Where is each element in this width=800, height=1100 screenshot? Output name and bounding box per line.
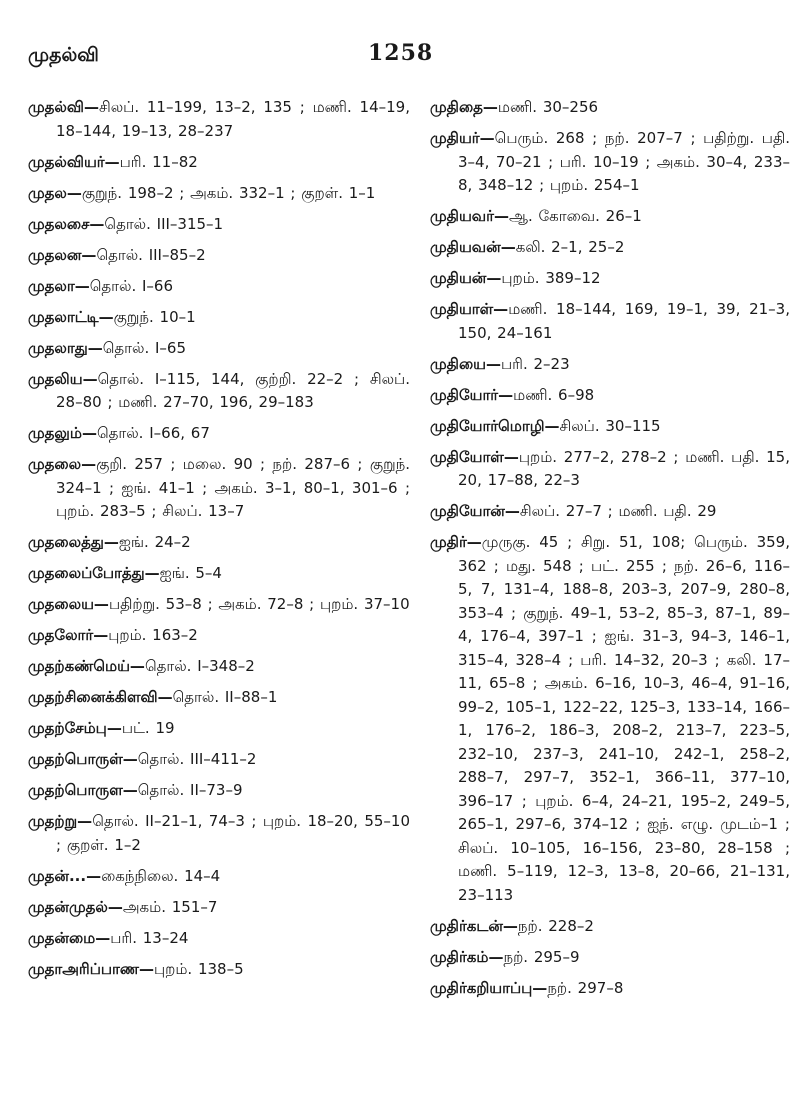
index-entry — [430, 298, 790, 345]
entry-headword: முதலைப்போத்து— — [28, 564, 160, 582]
index-entry — [28, 624, 410, 648]
entry-headword: முதியோர்— — [430, 385, 514, 404]
entry-headword: முதியர்— — [430, 129, 495, 147]
index-entry — [28, 686, 410, 710]
entry-references: பெரும். 268 ; நற். 207–7 ; பதிற்று. பதி. 3–4, 70–21 ; பரி. 10–19 ; அகம். 30–4, 233–8, 348–12 ; புறம். 254–1 — [458, 129, 790, 194]
entry-headword: முதற்கண்மெய்— — [28, 657, 145, 675]
entry-references: மணி. 30–256 — [497, 98, 599, 116]
entry-references: தொல். II–21–1, 74–3 ; புறம். 18–20, 55–10 ; குறள். 1–2 — [56, 812, 410, 854]
entry-headword: முதியவர்— — [430, 207, 509, 225]
entry-headword: முதிர்கடன்— — [430, 916, 518, 935]
entry-headword: முதலாட்டி— — [28, 307, 114, 326]
index-entry — [28, 182, 410, 206]
page-number: 1258 — [368, 40, 434, 66]
entry-references: புறம். 389–12 — [501, 269, 601, 287]
entry-references: புறம். 277–2, 278–2 ; மணி. பதி. 15, 20, 17–88, 22–3 — [458, 447, 790, 489]
entry-references: தொல். I–115, 144, குற்றி. 22–2 ; சிலப். 28–80 ; மணி. 27–70, 196, 29–183 — [56, 369, 410, 411]
entry-headword: முதாஅரிப்பாண— — [28, 959, 154, 978]
entry-headword: முதலை— — [28, 455, 97, 473]
entry-references: புறம். 138–5 — [153, 959, 244, 978]
index-entry — [28, 368, 410, 415]
entry-headword: முதலைத்து— — [28, 533, 119, 551]
entry-headword: முதியன்— — [430, 269, 502, 287]
index-entry — [28, 151, 410, 175]
entry-references: பரி. 11–82 — [119, 152, 198, 171]
entry-references: தொல். I–66 — [89, 276, 173, 295]
entry-headword: முதிர்கம்— — [430, 947, 504, 966]
entry-headword: முதியோன்— — [430, 502, 520, 520]
entry-headword: முதல— — [28, 183, 82, 202]
entry-references: தொல். I–65 — [102, 338, 187, 357]
entry-headword: முதியாள்— — [430, 300, 509, 318]
entry-references: பரி. 2–23 — [501, 354, 570, 373]
index-entry — [28, 717, 410, 741]
index-entry — [430, 384, 790, 408]
index-entry — [28, 244, 410, 268]
entry-references: குறுந். 10–1 — [113, 307, 196, 326]
entry-headword: முதலாது— — [28, 338, 103, 357]
entry-headword: முதலன— — [28, 245, 97, 264]
entry-references: ஆ. கோவை. 26–1 — [509, 207, 642, 225]
index-entry — [430, 446, 790, 493]
index-entry — [430, 96, 790, 120]
entry-references: சிலப். 27–7 ; மணி. பதி. 29 — [519, 502, 717, 520]
entry-references: நற். 228–2 — [517, 916, 594, 935]
index-entry — [430, 500, 790, 524]
entry-headword: முதியோள்— — [430, 447, 519, 466]
index-entry — [430, 205, 790, 229]
index-entry — [28, 453, 410, 524]
index-entry — [28, 748, 410, 772]
index-entry — [28, 593, 410, 617]
entry-headword: முதன்...— — [28, 866, 102, 885]
index-entry — [430, 127, 790, 198]
index-entry — [28, 958, 410, 982]
entry-references: பட். 19 — [121, 719, 175, 737]
index-entry — [28, 337, 410, 361]
entry-references: நற். 297–8 — [547, 978, 624, 997]
entry-headword: முதலா— — [28, 276, 90, 295]
right-column — [430, 96, 790, 1008]
entry-headword: முதியவன்— — [430, 238, 516, 256]
index-entry — [28, 213, 410, 237]
entry-references: கைந்நிலை. 14–4 — [101, 866, 221, 885]
index-entry — [28, 422, 410, 446]
entry-references: தொல். III–411–2 — [137, 750, 257, 768]
index-entry — [430, 946, 790, 970]
index-entry — [28, 96, 410, 143]
entry-references: தொல். III–85–2 — [96, 245, 206, 264]
entry-headword: முதற்று— — [28, 812, 93, 830]
entry-references: தொல். III–315–1 — [104, 214, 224, 233]
index-entry — [430, 915, 790, 939]
index-entry — [28, 562, 410, 586]
entry-references: ஐங். 24–2 — [118, 533, 191, 551]
entry-references: மணி. 18–144, 169, 19–1, 39, 21–3, 150, 24–161 — [458, 300, 790, 342]
entry-headword: முதற்பொருள்— — [28, 750, 138, 768]
entry-references: நற். 295–9 — [503, 947, 580, 966]
index-entry — [28, 779, 410, 803]
entry-headword: முதற்பொருள— — [28, 781, 138, 799]
index-entry — [28, 927, 410, 951]
entry-references: அகம். 151–7 — [122, 897, 218, 916]
index-entry — [28, 531, 410, 555]
entry-headword: முதிர்கறியாப்பு— — [430, 978, 548, 997]
entry-headword: முதலைய— — [28, 595, 109, 613]
entry-references: பதிற்று. 53–8 ; அகம். 72–8 ; புறம். 37–10 — [108, 595, 410, 613]
entry-references: பரி. 13–24 — [110, 928, 189, 947]
entry-headword: முதன்முதல்— — [28, 897, 123, 916]
index-entry — [28, 275, 410, 299]
entry-references: சிலப். 11–199, 13–2, 135 ; மணி. 14–19, 18–144, 19–13, 28–237 — [56, 98, 410, 140]
entry-headword: முதல்வி— — [28, 98, 99, 116]
index-entry — [430, 353, 790, 377]
running-header-word: முதல்வி — [28, 44, 99, 66]
index-entry — [28, 865, 410, 889]
entry-references: குறுந். 198–2 ; அகம். 332–1 ; குறள். 1–1 — [81, 183, 376, 202]
index-entry — [430, 531, 790, 907]
entry-references: புறம். 163–2 — [108, 626, 198, 644]
entry-references: தொல். II–88–1 — [172, 688, 278, 706]
entry-headword: முதியை— — [430, 354, 502, 373]
entry-headword: முதற்சினைக்கிளவி— — [28, 688, 173, 706]
entry-headword: முதலோர்— — [28, 626, 109, 644]
index-entry — [430, 236, 790, 260]
index-entry — [430, 267, 790, 291]
index-entry — [430, 977, 790, 1001]
index-entry — [430, 415, 790, 439]
left-column — [28, 96, 410, 989]
entry-references: குறி. 257 ; மலை. 90 ; நற். 287–6 ; குறுந். 324–1 ; ஐங். 41–1 ; அகம். 3–1, 80–1, 301–6 ; புறம். 283–5 ; சிலப். 13–7 — [56, 455, 410, 520]
entry-headword: முதலசை— — [28, 214, 105, 233]
entry-references: ஐங். 5–4 — [159, 564, 222, 582]
entry-headword: முதல்வியர்— — [28, 152, 120, 171]
index-entry — [28, 655, 410, 679]
entry-headword: முதலிய— — [28, 369, 98, 388]
entry-references: மணி. 6–98 — [513, 385, 595, 404]
entry-headword: முதிதை— — [430, 98, 498, 116]
index-entry — [28, 810, 410, 857]
entry-references: சிலப். 30–115 — [559, 416, 661, 435]
entry-references: தொல். I–348–2 — [144, 657, 255, 675]
index-entry — [28, 306, 410, 330]
entry-references: தொல். II–73–9 — [137, 781, 243, 799]
entry-headword: முதிர்— — [430, 533, 482, 551]
entry-headword: முதியோர்மொழி— — [430, 416, 560, 435]
entry-references: முருகு. 45 ; சிறு. 51, 108; பெரும். 359, 362 ; மது. 548 ; பட். 255 ; நற். 26–6, 116–5, 7, 131–4, 188–8, 203–3, 207–9, 280–8, 353–4 ; குறுந். 49–1, 53–2, 85–3, 87–1, 89–4, 176–4, 397–1 ; ஐங். 31–3, 94–3, 146–1, 315–4, 328–4 ; பரி. 14–32, 20–3 ; கலி. 17–11, 65–8 ; அகம். 6–16, 10–3, 46–4, 91–16, 99–2, 105–1, 122–22, 125–3, 133–14, 166–1, 176–2, 186–3, 208–2, 213–7, 223–5, 232–10, 237–3, 241–10, 242–1, 258–2, 288–7, 297–7, 352–1, 366–11, 377–10, 396–17 ; புறம். 6–4, 24–21, 195–2, 249–5, 265–1, 297–6, 374–12 ; ஐந். எழு. முடம்–1 ; சிலப். 10–105, 16–156, 23–80, 28–158 ; மணி. 5–119, 12–3, 13–8, 20–66, 21–131, 23–113 — [458, 533, 790, 904]
entry-headword: முதற்சேம்பு— — [28, 719, 122, 737]
entry-references: தொல். I–66, 67 — [96, 424, 210, 442]
entry-headword: முதலும்— — [28, 424, 97, 442]
entry-headword: முதன்மை— — [28, 928, 111, 947]
index-entry — [28, 896, 410, 920]
entry-references: கலி. 2–1, 25–2 — [515, 238, 625, 256]
